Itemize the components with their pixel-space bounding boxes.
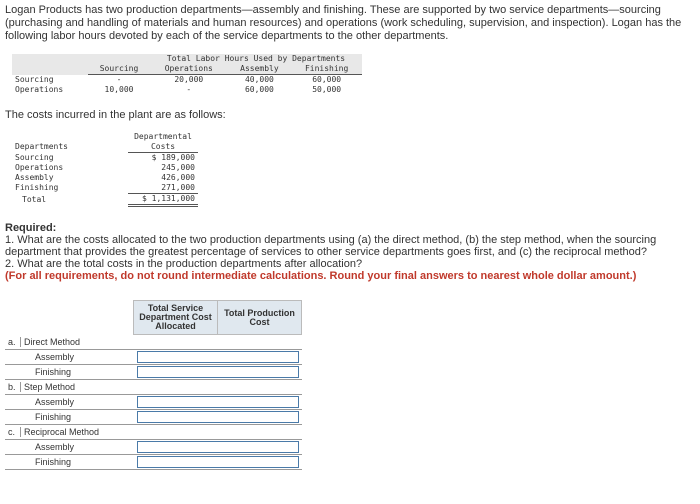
costs-header-1: Departmental	[134, 132, 192, 141]
problem-intro: Logan Products has two production departments—assembly and finishing. These are supported by two service departments—sourcing (purchasing and handling of materials and human resources) and operations (work scheduling, supervision, and inspection). Logan has the following labor hours devoted by each of the service departments to the other departments.	[5, 4, 682, 42]
total-value: $ 1,131,000	[128, 194, 198, 206]
cell: 60,000	[312, 75, 342, 84]
labor-hours-table	[12, 54, 362, 95]
row-label: Assembly	[15, 173, 54, 182]
cell: 10,000	[104, 85, 134, 94]
costs-intro: The costs incurred in the plant are as follows:	[5, 109, 226, 121]
method-label: Step Method	[24, 382, 76, 392]
question-2: 2. What are the total costs in the production departments after allocation?	[5, 258, 363, 270]
row-assembly: Assembly	[5, 440, 134, 455]
row-finishing: Finishing	[5, 365, 134, 380]
method-letter: a.	[8, 337, 21, 347]
total-label: Total	[22, 194, 47, 204]
answer-table	[5, 300, 302, 470]
method-letter: b.	[8, 382, 21, 392]
cell: 245,000	[161, 163, 195, 172]
direct-assembly-input[interactable]	[137, 351, 299, 363]
costs-table	[12, 132, 202, 207]
cell: -	[116, 75, 122, 84]
col-finishing: Finishing	[291, 64, 362, 75]
reciprocal-assembly-input[interactable]	[137, 441, 299, 453]
col-sourcing: Sourcing	[88, 64, 150, 75]
method-letter: c.	[8, 427, 21, 437]
row-label: Operations	[15, 163, 64, 172]
costs-header-2: Costs	[128, 142, 198, 153]
method-label: Reciprocal Method	[24, 427, 100, 437]
row-finishing: Finishing	[5, 410, 134, 425]
cell: 50,000	[312, 85, 342, 94]
row-finishing: Finishing	[5, 455, 134, 470]
direct-finishing-input[interactable]	[137, 366, 299, 378]
cell: 426,000	[161, 173, 195, 182]
row-assembly: Assembly	[5, 395, 134, 410]
costs-header-left: Departments	[15, 142, 68, 152]
cell: 40,000	[244, 75, 274, 84]
cell: 20,000	[174, 75, 204, 84]
method-row-direct	[5, 335, 134, 350]
step-finishing-input[interactable]	[137, 411, 299, 423]
hours-row-sourcing	[12, 75, 362, 86]
cell: -	[186, 85, 192, 94]
cell: 60,000	[244, 85, 274, 94]
question-1: 1. What are the costs allocated to the two production departments using (a) the direct method, (b) the step method, when the sourcing department that provides the greatest percentage of services to other service departments goes first, and (c) the reciprocal method?	[5, 234, 657, 258]
required-section	[5, 222, 695, 282]
rounding-note: (For all requirements, do not round intermediate calculations. Round your final answers to nearest whole dollar amount.)	[5, 270, 637, 282]
method-row-reciprocal	[5, 425, 134, 440]
row-label: Sourcing	[15, 74, 54, 84]
col-total-production-cost: Total Production Cost	[218, 301, 302, 335]
required-heading: Required:	[5, 222, 57, 234]
step-assembly-input[interactable]	[137, 396, 299, 408]
col-service-cost-allocated: Total Service Department Cost Allocated	[134, 301, 218, 335]
cell: 271,000	[128, 183, 198, 194]
row-label: Finishing	[15, 183, 59, 193]
cell: $ 189,000	[151, 153, 195, 162]
hours-table-title: Total Labor Hours Used by Departments	[166, 54, 346, 63]
row-label: Operations	[15, 85, 64, 94]
hours-row-operations	[12, 85, 362, 95]
method-row-step	[5, 380, 134, 395]
row-label: Sourcing	[15, 152, 54, 162]
col-assembly: Assembly	[228, 64, 292, 75]
row-assembly: Assembly	[5, 350, 134, 365]
col-operations: Operations	[150, 64, 228, 75]
method-label: Direct Method	[24, 336, 81, 347]
reciprocal-finishing-input[interactable]	[137, 456, 299, 468]
